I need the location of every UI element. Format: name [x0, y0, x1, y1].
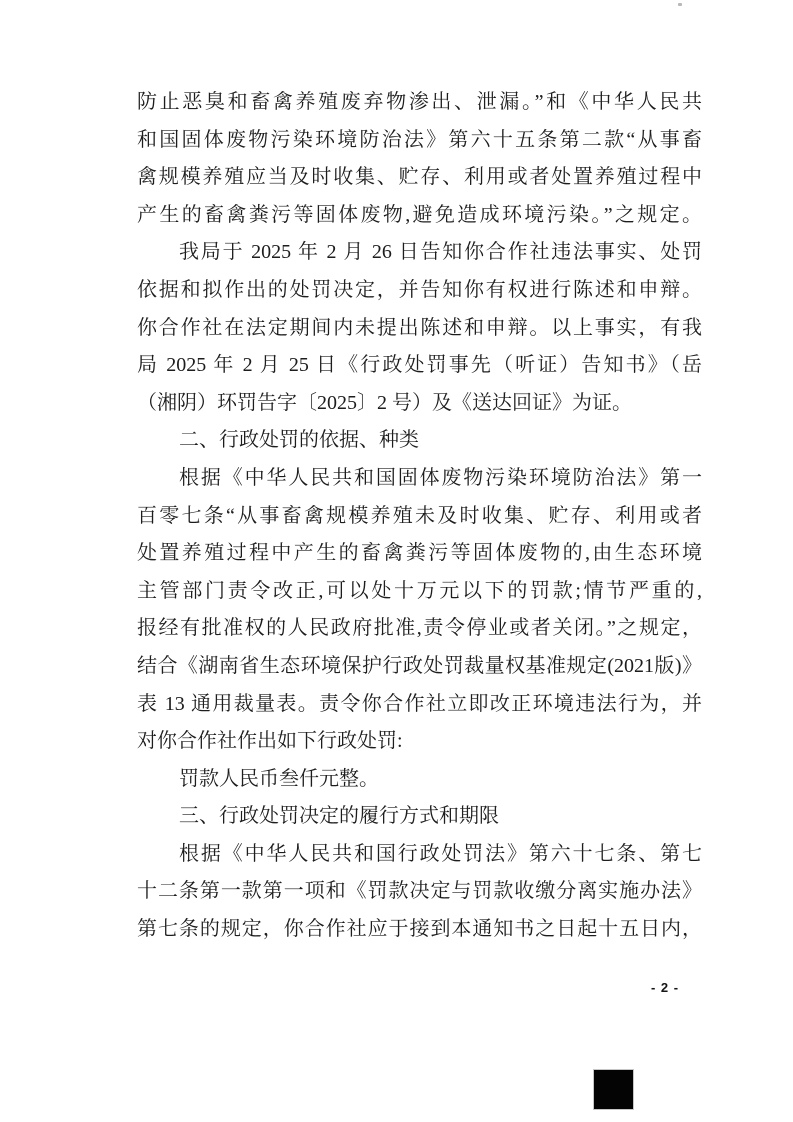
text-line: 我局于 2025 年 2 月 26 日告知你合作社违法事实、处罚 — [179, 241, 702, 264]
text-line: 罚款人民币叁仟元整。 — [179, 767, 379, 790]
text-line: 防止恶臭和畜禽养殖废弃物渗出、泄漏。”和《中华人民共 — [137, 91, 702, 113]
text-line: 产生的畜禽粪污等固体废物,避免造成环境污染。”之规定。 — [137, 203, 702, 226]
text-line: 禽规模养殖应当及时收集、贮存、利用或者处置养殖过程中 — [137, 166, 702, 189]
text-line: 第七条的规定，你合作社应于接到本通知书之日起十五日内， — [137, 918, 702, 941]
scan-black-mark — [593, 1069, 634, 1110]
text-line: 处置养殖过程中产生的畜禽粪污等固体废物的,由生态环境 — [137, 542, 702, 565]
text-line: 百零七条“从事畜禽规模养殖未及时收集、贮存、利用或者 — [137, 504, 702, 527]
text-line: （湘阴）环罚告字〔2025〕2 号）及《送达回证》为证。 — [137, 391, 632, 414]
text-line: 根据《中华人民共和国固体废物污染环境防治法》第一 — [179, 466, 702, 489]
text-line: 局 2025 年 2 月 25 日《行政处罚事先（听证）告知书》（岳 — [137, 354, 702, 377]
scan-artifact-speck — [678, 3, 682, 6]
text-line: 结合《湖南省生态环境保护行政处罚裁量权基准规定(2021版)》 — [137, 654, 702, 677]
text-line: 依据和拟作出的处罚决定，并告知你有权进行陈述和申辩。 — [137, 278, 702, 301]
text-line: 三、行政处罚决定的履行方式和期限 — [179, 805, 499, 828]
body-text — [137, 84, 702, 949]
text-line: 报经有批准权的人民政府批准,责令停业或者关闭。”之规定， — [137, 617, 702, 640]
page-number: - 2 - — [650, 980, 680, 995]
text-line: 对你合作社作出如下行政处罚: — [137, 730, 403, 753]
text-line: 你合作社在法定期间内未提出陈述和申辩。以上事实，有我 — [137, 316, 702, 339]
text-line: 根据《中华人民共和国行政处罚法》第六十七条、第七 — [179, 842, 702, 865]
text-line: 和国固体废物污染环境防治法》第六十五条第二款“从事畜 — [137, 128, 702, 151]
text-line: 表 13 通用裁量表。责令你合作社立即改正环境违法行为，并 — [137, 692, 702, 715]
text-line: 二、行政处罚的依据、种类 — [179, 429, 419, 452]
text-line: 十二条第一款第一项和《罚款决定与罚款收缴分离实施办法》 — [137, 880, 702, 903]
text-line: 主管部门责令改正,可以处十万元以下的罚款;情节严重的, — [137, 579, 702, 602]
